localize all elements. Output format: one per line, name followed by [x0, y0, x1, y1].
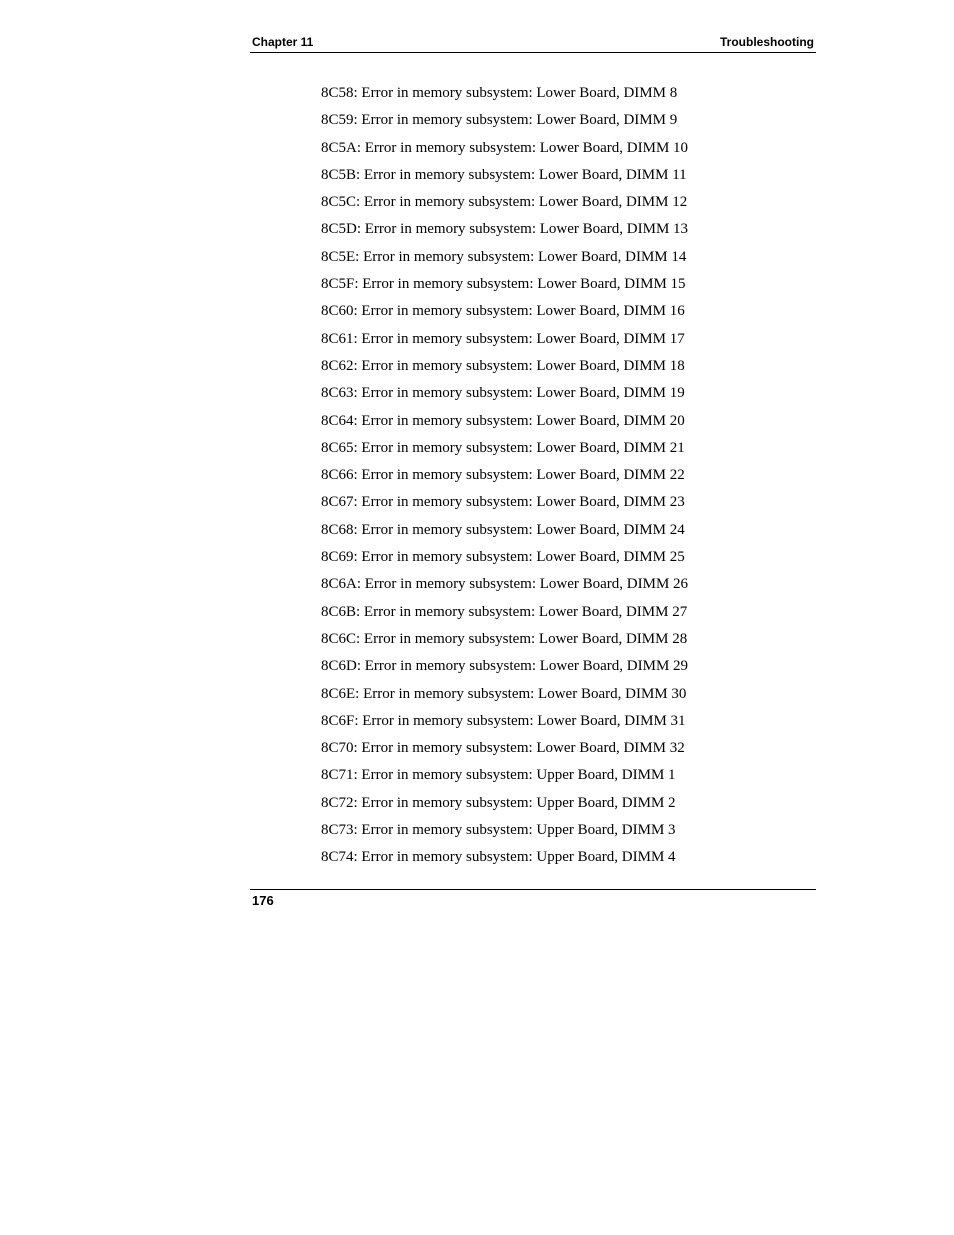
- error-code-entry: 8C5C: Error in memory subsystem: Lower Board, DIMM 12: [321, 194, 688, 211]
- error-code-entry: 8C67: Error in memory subsystem: Lower Board, DIMM 23: [321, 494, 685, 511]
- error-code-entry: 8C70: Error in memory subsystem: Lower Board, DIMM 32: [321, 740, 685, 757]
- page-footer: [250, 889, 816, 908]
- error-code-entry: 8C58: Error in memory subsystem: Lower Board, DIMM 8: [321, 85, 678, 101]
- error-code-entry: 8C69: Error in memory subsystem: Lower Board, DIMM 25: [321, 549, 685, 566]
- error-code-entry: 8C59: Error in memory subsystem: Lower Board, DIMM 9: [321, 112, 678, 129]
- error-code-entry: 8C6B: Error in memory subsystem: Lower Board, DIMM 27: [321, 603, 688, 620]
- error-code-entry: 8C71: Error in memory subsystem: Upper Board, DIMM 1: [321, 767, 676, 784]
- error-code-entry: 8C6E: Error in memory subsystem: Lower Board, DIMM 30: [321, 685, 687, 702]
- error-code-entry: 8C73: Error in memory subsystem: Upper Board, DIMM 3: [321, 822, 676, 839]
- error-code-entry: 8C65: Error in memory subsystem: Lower Board, DIMM 21: [321, 439, 685, 456]
- error-code-entry: 8C60: Error in memory subsystem: Lower Board, DIMM 16: [321, 303, 685, 320]
- error-code-entry: 8C63: Error in memory subsystem: Lower Board, DIMM 19: [321, 385, 685, 402]
- error-code-entry: 8C6A: Error in memory subsystem: Lower Board, DIMM 26: [321, 576, 689, 593]
- error-code-entry: 8C6F: Error in memory subsystem: Lower Board, DIMM 31: [321, 712, 686, 729]
- error-code-list: [321, 82, 688, 874]
- error-code-entry: 8C6D: Error in memory subsystem: Lower Board, DIMM 29: [321, 658, 689, 675]
- error-code-entry: 8C5A: Error in memory subsystem: Lower Board, DIMM 10: [321, 139, 689, 156]
- error-code-entry: 8C68: Error in memory subsystem: Lower Board, DIMM 24: [321, 521, 685, 538]
- page-header: [250, 33, 816, 53]
- error-code-entry: 8C66: Error in memory subsystem: Lower Board, DIMM 22: [321, 467, 685, 484]
- error-code-entry: 8C5E: Error in memory subsystem: Lower Board, DIMM 14: [321, 248, 687, 265]
- error-code-entry: 8C61: Error in memory subsystem: Lower Board, DIMM 17: [321, 330, 685, 347]
- error-code-entry: 8C6C: Error in memory subsystem: Lower Board, DIMM 28: [321, 630, 688, 647]
- section-title: Troubleshooting: [720, 35, 814, 49]
- error-code-entry: 8C5D: Error in memory subsystem: Lower Board, DIMM 13: [321, 221, 689, 238]
- error-code-entry: 8C62: Error in memory subsystem: Lower Board, DIMM 18: [321, 357, 685, 374]
- error-code-entry: 8C74: Error in memory subsystem: Upper Board, DIMM 4: [321, 849, 676, 866]
- error-code-entry: 8C5F: Error in memory subsystem: Lower Board, DIMM 15: [321, 276, 686, 293]
- error-code-entry: 8C72: Error in memory subsystem: Upper Board, DIMM 2: [321, 794, 676, 811]
- page-number: 176: [252, 893, 274, 908]
- error-code-entry: 8C5B: Error in memory subsystem: Lower Board, DIMM 11: [321, 166, 687, 183]
- chapter-label: Chapter 11: [252, 35, 314, 49]
- error-code-entry: 8C64: Error in memory subsystem: Lower Board, DIMM 20: [321, 412, 685, 429]
